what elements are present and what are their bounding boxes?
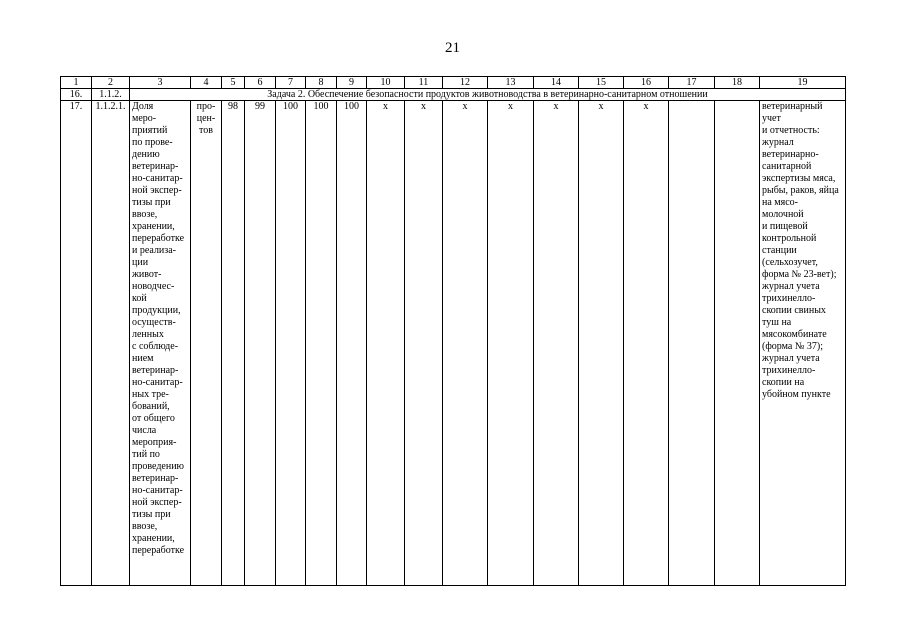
column-number-6: 6 [245,77,276,89]
indicator-name-line: ной экспер- [132,497,182,508]
source-cell [760,101,846,586]
indicator-name-line: ветеринар- [132,161,179,172]
indicator-name-line: ленных [132,329,164,340]
source-line: на мясо- [762,197,798,208]
indicator-name-line: тизы при [132,509,171,520]
indicator-name-line: ветеринар- [132,473,179,484]
source-line: форма № 23-вет); [762,269,837,280]
indicator-name-line: по прове- [132,137,173,148]
indicator-name-line: живот- [132,269,162,280]
indicator-name-line: нием [132,353,154,364]
column-number-14: 14 [534,77,579,89]
indicator-name-line: но-санитар- [132,173,183,184]
source-line: станции [762,245,797,256]
indicator-name-line: и реализа- [132,245,176,256]
source-line: молочной [762,209,804,220]
indicator-name-line: хранении, [132,533,175,544]
source-line: журнал [762,137,794,148]
value-cell-col-16: x [624,101,669,586]
column-number-17: 17 [669,77,715,89]
source-line: и отчетность: [762,125,820,136]
indicator-name-line: проведению [132,461,185,472]
indicator-row [61,101,846,586]
column-number-18: 18 [715,77,760,89]
source-line: скопии свиных [762,305,826,316]
value-cell-col-14: x [534,101,579,586]
source-line: убойном пункте [762,389,831,400]
indicator-name-line: от общего [132,413,175,424]
column-number-row [61,77,846,89]
unit-line: цен- [196,113,216,124]
value-cell-col-11: x [405,101,443,586]
indicator-name-line: хранении, [132,221,175,232]
source-line: туш на [762,317,792,328]
indicator-name-line: осуществ- [132,317,176,328]
indicator-name-line: с соблюде- [132,341,179,352]
indicator-row-code: 1.1.2.1. [92,101,130,586]
indicator-name-line: новодчес- [132,281,175,292]
source-line: журнал учета [762,353,820,364]
indicator-name-line: кой [132,293,147,304]
source-line: журнал учета [762,281,820,292]
indicator-name-line: ветеринар- [132,365,179,376]
indicator-name-line: продукции, [132,305,181,316]
indicator-name-line: числа [132,425,157,436]
task-row-number: 16. [61,89,92,101]
indicator-name-line: приятий [132,125,168,136]
page-number: 21 [445,40,460,56]
indicator-name-cell [130,101,191,586]
source-line: ветеринарно- [762,149,819,160]
unit-line: про- [196,101,216,112]
source-line: и пищевой [762,221,808,232]
indicator-name-line: но-санитар- [132,377,183,388]
source-line: ветеринарный [762,101,823,112]
source-line: (сельхозучет, [762,257,818,268]
value-cell-col-9: 100 [337,101,367,586]
value-cell-col-12: x [443,101,488,586]
column-number-12: 12 [443,77,488,89]
indicator-name-line: переработке [132,545,185,556]
indicator-name-line: бований, [132,401,170,412]
source-line: контрольной [762,233,817,244]
value-cell-col-10: x [367,101,405,586]
value-cell-col-5: 98 [222,101,245,586]
indicator-name-line: ции [132,257,149,268]
indicator-name-line: переработке [132,233,185,244]
column-number-13: 13 [488,77,534,89]
column-number-8: 8 [306,77,337,89]
column-number-2: 2 [92,77,130,89]
column-number-19: 19 [760,77,846,89]
indicator-name-line: меро- [132,113,157,124]
value-cell-col-15: x [579,101,624,586]
unit-line: тов [199,125,213,136]
indicator-name-line: тий по [132,449,160,460]
task-row-code: 1.1.2. [92,89,130,101]
indicator-name-line: тизы при [132,197,171,208]
indicator-name-line: ввозе, [132,521,158,532]
value-cell-col-8: 100 [306,101,337,586]
column-number-11: 11 [405,77,443,89]
indicator-name-line: ной экспер- [132,185,182,196]
column-number-5: 5 [222,77,245,89]
column-number-4: 4 [191,77,222,89]
value-cell-col-13: x [488,101,534,586]
value-cell-col-18 [715,101,760,586]
source-line: санитарной [762,161,812,172]
indicator-row-number: 17. [61,101,92,586]
indicator-name-line: Доля [132,101,154,112]
source-line: экспертизы мяса, [762,173,836,184]
column-number-7: 7 [276,77,306,89]
column-number-3: 3 [130,77,191,89]
source-line: (форма № 37); [762,341,824,352]
source-line: учет [762,113,781,124]
unit-cell [191,101,222,586]
column-number-15: 15 [579,77,624,89]
column-number-16: 16 [624,77,669,89]
column-number-1: 1 [61,77,92,89]
column-number-10: 10 [367,77,405,89]
indicator-name-line: ных тре- [132,389,169,400]
column-number-9: 9 [337,77,367,89]
value-cell-col-7: 100 [276,101,306,586]
task-row [61,89,846,101]
indicator-name-line: мероприя- [132,437,177,448]
source-line: трихинелло- [762,365,816,376]
source-line: трихинелло- [762,293,816,304]
source-line: мясокомбинате [762,329,827,340]
task-row-text: Задача 2. Обеспечение безопасности продуктов животноводства в ветеринарно-санитарном отношении [130,89,846,101]
value-cell-col-17 [669,101,715,586]
value-cell-col-6: 99 [245,101,276,586]
indicator-name-line: ввозе, [132,209,158,220]
data-table [60,76,846,586]
source-line: скопии на [762,377,805,388]
indicator-name-line: дению [132,149,160,160]
indicator-name-line: но-санитар- [132,485,183,496]
source-line: рыбы, раков, яйца [762,185,839,196]
